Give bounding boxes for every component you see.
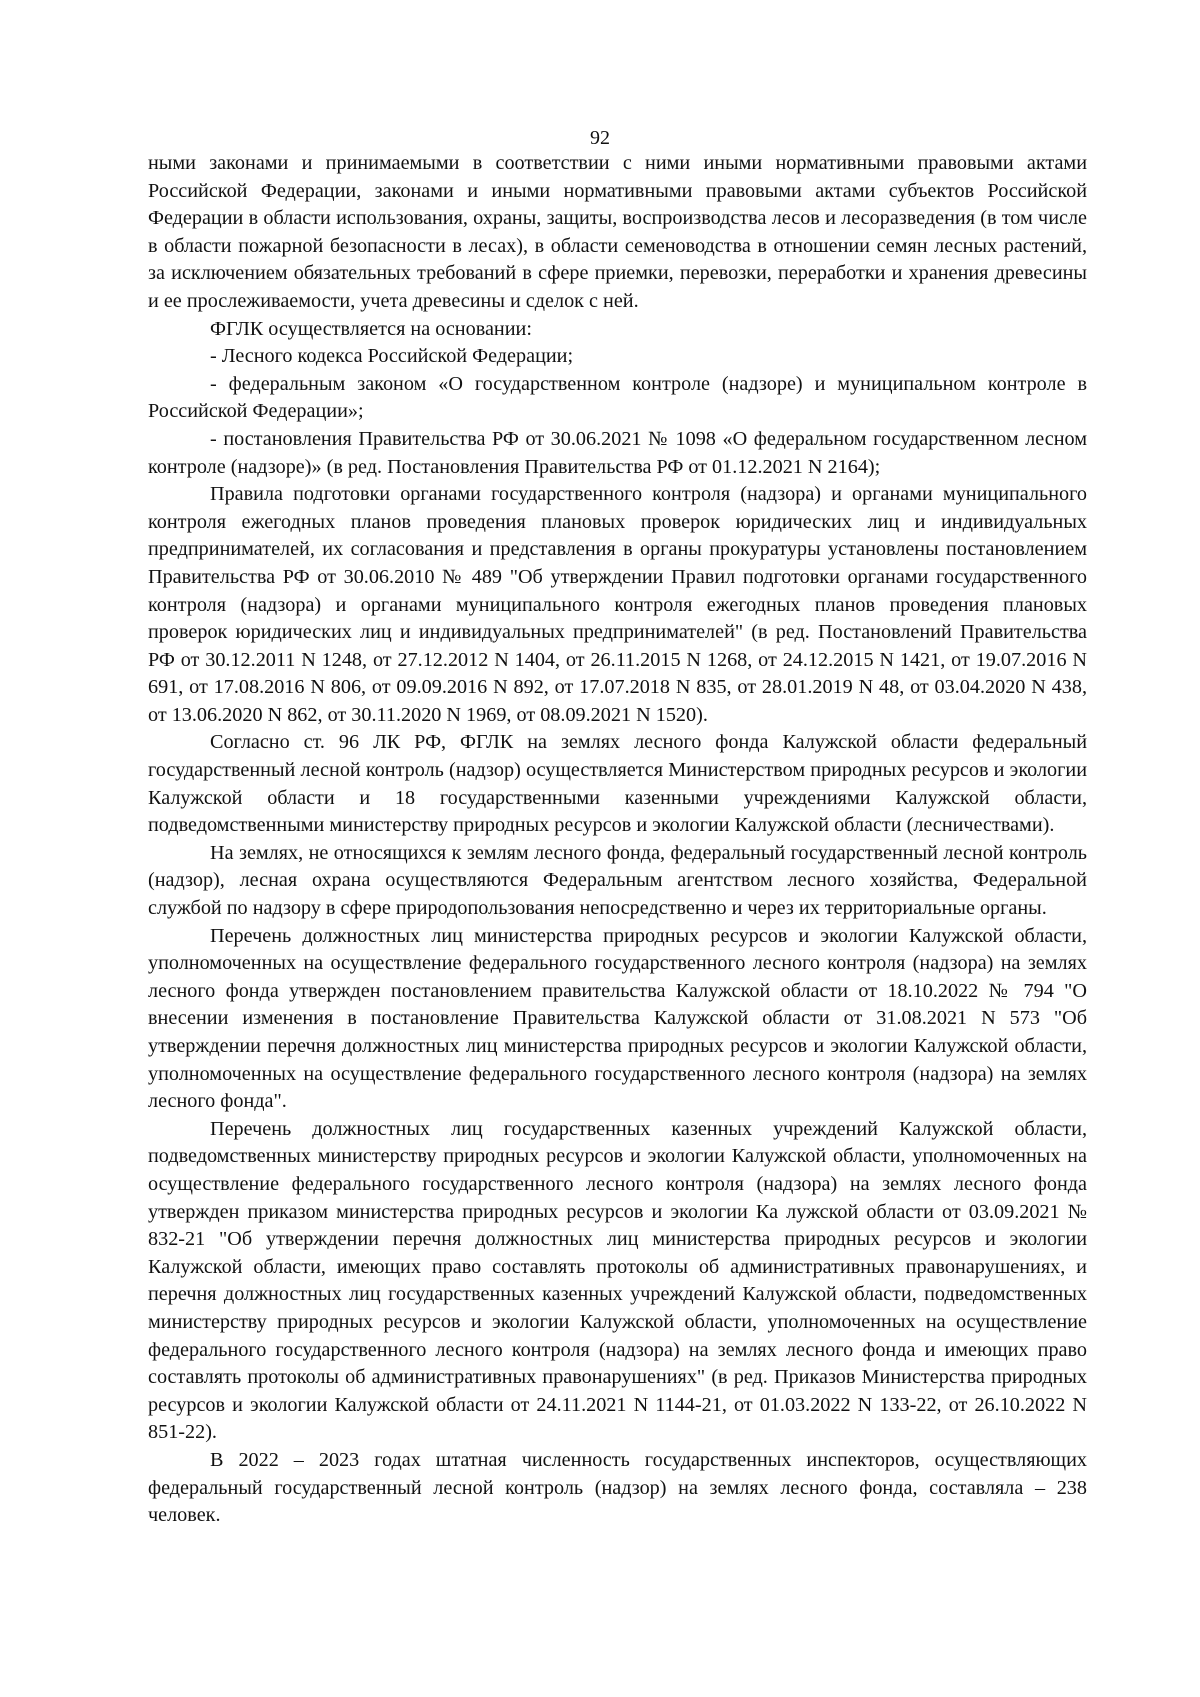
paragraph-9: Перечень должностных лиц министерства природных ресурсов и экологии Калужской области, уполномоченных на осуществление федерального государственного лесного контроля (надзора) на землях лесного фонда утвержден постановлением правительства Калужской области от 18.10.2022 № 794 "О внесении изменения в постановление Правительства Калужской области от 31.08.2021 N 573 "Об утверждении перечня должностных лиц министерства природных ресурсов и экологии Калужской области, уполномоченных на осуществление федерального государственного лесного контроля (надзора) на землях лесного фонда". (148, 924, 1087, 1113)
paragraph-2: ФГЛК осуществляется на основании: (210, 317, 532, 340)
paragraph-1: ными законами и принимаемыми в соответствии с ними иными нормативными правовыми актами Российской Федерации, законами и иными нормативными правовыми актами субъектов Российской Федерации в области использования, охраны, защиты, воспроизводства лесов и лесоразведения (в том числе в области пожарной безопасности в лесах), в области семеноводства в отношении семян лесных растений, за исключением обязательных требований в сфере приемки, перевозки, переработки и хранения древесины и ее прослеживаемости, учета древесины и сделок с ней. (148, 152, 1087, 312)
document-body (148, 150, 1087, 1530)
page-number: 92 (590, 127, 610, 149)
paragraph-10: Перечень должностных лиц государственных казенных учреждений Калужской области, подведомственных министерству природных ресурсов и экологии Калужской области, уполномоченных на осуществление федерального государственного лесного контроля (надзора) на землях лесного фонда утвержден приказом министерства природных ресурсов и экологии Ка лужской области от 03.09.2021 № 832-21 "Об утверждении перечня должностных лиц министерства природных ресурсов и экологии Калужской области, имеющих право составлять протоколы об административных правонарушениях, и перечня должностных лиц государственных казенных учреждений Калужской области, подведомственных министерству природных ресурсов и экологии Калужской области, уполномоченных на осуществление федерального государственного лесного контроля (надзора) на землях лесного фонда и имеющих право составлять протоколы об административных правонарушениях" (в ред. Приказов Министерства природных ресурсов и экологии Калужской области от 24.11.2021 N 1144-21, от 01.03.2022 N 133-22, от 26.10.2022 N 851-22). (148, 1117, 1087, 1444)
paragraph-11: В 2022 – 2023 годах штатная численность государственных инспекторов, осуществляющих федеральный государственный лесной контроль (надзор) на землях лесного фонда, составляла – 238 человек. (148, 1448, 1087, 1527)
paragraph-6: Правила подготовки органами государственного контроля (надзора) и органами муниципального контроля ежегодных планов проведения плановых проверок юридических лиц и индивидуальных предпринимателей, их согласования и представления в органы прокуратуры установлены постановлением Правительства РФ от 30.06.2010 № 489 "Об утверждении Правил подготовки органами государственного контроля (надзора) и органами муниципального контроля ежегодных планов проведения плановых проверок юридических лиц и индивидуальных предпринимателей" (в ред. Постановлений Правительства РФ от 30.12.2011 N 1248, от 27.12.2012 N 1404, от 26.11.2015 N 1268, от 24.12.2015 N 1421, от 19.07.2016 N 691, от 17.08.2016 N 806, от 09.09.2016 N 892, от 17.07.2018 N 835, от 28.01.2019 N 48, от 03.04.2020 N 438, от 13.06.2020 N 862, от 30.11.2020 N 1969, от 08.09.2021 N 1520). (148, 483, 1087, 726)
paragraph-5: - постановления Правительства РФ от 30.06.2021 № 1098 «О федеральном государственном лесном контроле (надзоре)» (в ред. Постановления Правительства РФ от 01.12.2021 N 2164); (148, 427, 1087, 478)
paragraph-4: - федеральным законом «О государственном контроле (надзоре) и муниципальном контроле в Российской Федерации»; (148, 372, 1087, 423)
paragraph-8: На землях, не относящихся к землям лесного фонда, федеральный государственный лесной контроль (надзор), лесная охрана осуществляются Федеральным агентством лесного хозяйства, Федеральной службой по надзору в сфере природопользования непосредственно и через их территориальные органы. (148, 841, 1087, 920)
paragraph-3: - Лесного кодекса Российской Федерации; (210, 345, 574, 368)
paragraph-7: Согласно ст. 96 ЛК РФ, ФГЛК на землях лесного фонда Калужской области федеральный государственный лесной контроль (надзор) осуществляется Министерством природных ресурсов и экологии Калужской области и 18 государственными казенными учреждениями Калужской области, подведомственными министерству природных ресурсов и экологии Калужской области (лесничествами). (148, 731, 1087, 837)
